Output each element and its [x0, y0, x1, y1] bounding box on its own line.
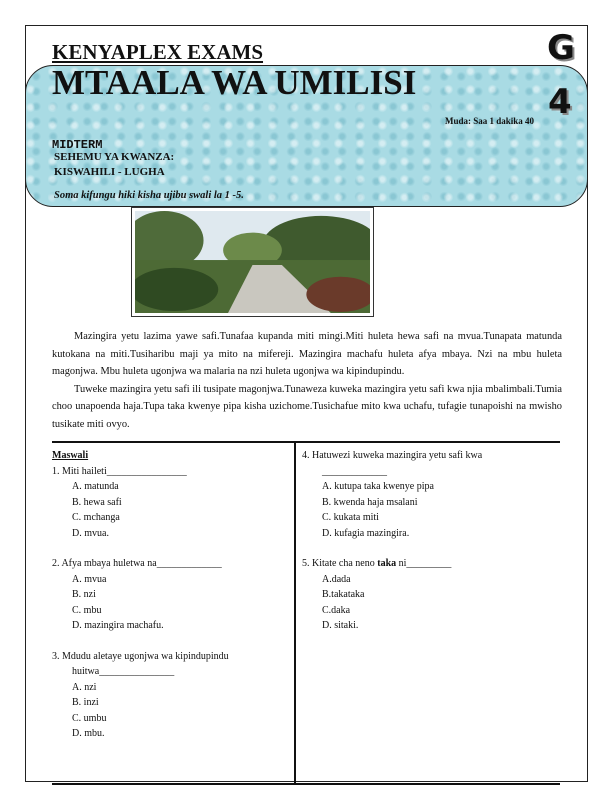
duration: Muda: Saa 1 dakika 40 [445, 116, 535, 126]
brand-name: KENYAPLEX EXAMS [52, 40, 264, 64]
option: C. kukata miti [322, 512, 379, 523]
question-1 [52, 464, 287, 542]
subject-label: KISWAHILI - LUGHA [54, 166, 165, 178]
option: D. mvua. [72, 527, 109, 539]
question-text: huitwa_______________ [72, 666, 175, 677]
option: A. matunda [72, 481, 119, 492]
option: A. nzi [72, 681, 97, 693]
exam-type: MIDTERM [52, 138, 103, 152]
reading-passage [52, 328, 562, 434]
grade-letter: G [547, 28, 575, 68]
option: D. kufagia mazingira. [322, 527, 410, 539]
instruction: Soma kifungu hiki kisha ujibu swali la 1 -5. [54, 190, 244, 201]
questions-heading: Maswali [52, 450, 89, 461]
option: D. sitaki. [322, 620, 359, 631]
questions-left [52, 448, 287, 757]
question-text: 4. Hatuwezi kuweka mazingira yetu safi kwa [302, 450, 483, 461]
option: B. kwenda haja msalani [322, 496, 418, 508]
section-label: SEHEMU YA KWANZA: [54, 151, 175, 163]
questions-right [302, 448, 557, 649]
option: A. kutupa taka kwenye pipa [322, 481, 434, 492]
option: D. mbu. [72, 728, 105, 739]
column-divider [294, 441, 296, 785]
passage-paragraph: Tuweke mazingira yetu safi ili tusipate magonjwa.Tunaweza kuweka mazingira yetu safi kwa njia mbalimbali.Tumia choo unapoenda haja.Tupa taka kwenye pipa kisha uzichome.Tusichafue mito kwa uchafu, tufagie tunapoishi na mwisho tusikate miti ovyo. [52, 383, 562, 430]
option: C. mchanga [72, 512, 120, 523]
question-text-part: ni_________ [396, 558, 452, 569]
option: A.dada [322, 573, 351, 585]
option: B. nzi [72, 589, 96, 600]
option: B.takataka [322, 589, 365, 600]
option: D. mazingira machafu. [72, 620, 164, 631]
question-3 [52, 649, 287, 742]
question-text-part: 5. Kitate cha neno [302, 558, 378, 569]
question-keyword: taka [377, 558, 397, 569]
option: B. hewa safi [72, 496, 122, 508]
option: A. mvua [72, 573, 107, 585]
question-4 [302, 448, 557, 541]
question-text: _____________ [322, 465, 387, 477]
passage-paragraph: Mazingira yetu lazima yawe safi.Tunafaa kupanda miti mingi.Miti huleta hewa safi na mvua.Tunapata matunda kutokana na miti.Tusiharibu maji ya mito na mifereji. Mazingira machafu huleta afya mbaya. Nzi na mbu huleta magonjwa. Mbu huleta ugonjwa wa malaria na nzi huleta ugonjwa wa kipindupindu. [52, 331, 562, 378]
option: C.daka [322, 604, 351, 616]
question-text: 3. Mdudu aletaye ugonjwa wa kipindupindu [52, 650, 229, 662]
divider [52, 783, 560, 785]
question-text [302, 556, 557, 572]
question-text: 1. Miti haileti________________ [52, 465, 187, 477]
option: B. inzi [72, 697, 99, 708]
grade-number: 4 [548, 82, 572, 122]
question-2 [52, 556, 287, 634]
question-5 [302, 556, 557, 634]
option: C. umbu [72, 712, 107, 724]
option: C. mbu [72, 604, 102, 616]
garden-photo [131, 207, 374, 317]
question-text: 2. Afya mbaya huletwa na_____________ [52, 558, 222, 569]
exam-title: MTAALA WA UMILISI [52, 63, 417, 102]
divider [52, 441, 560, 443]
